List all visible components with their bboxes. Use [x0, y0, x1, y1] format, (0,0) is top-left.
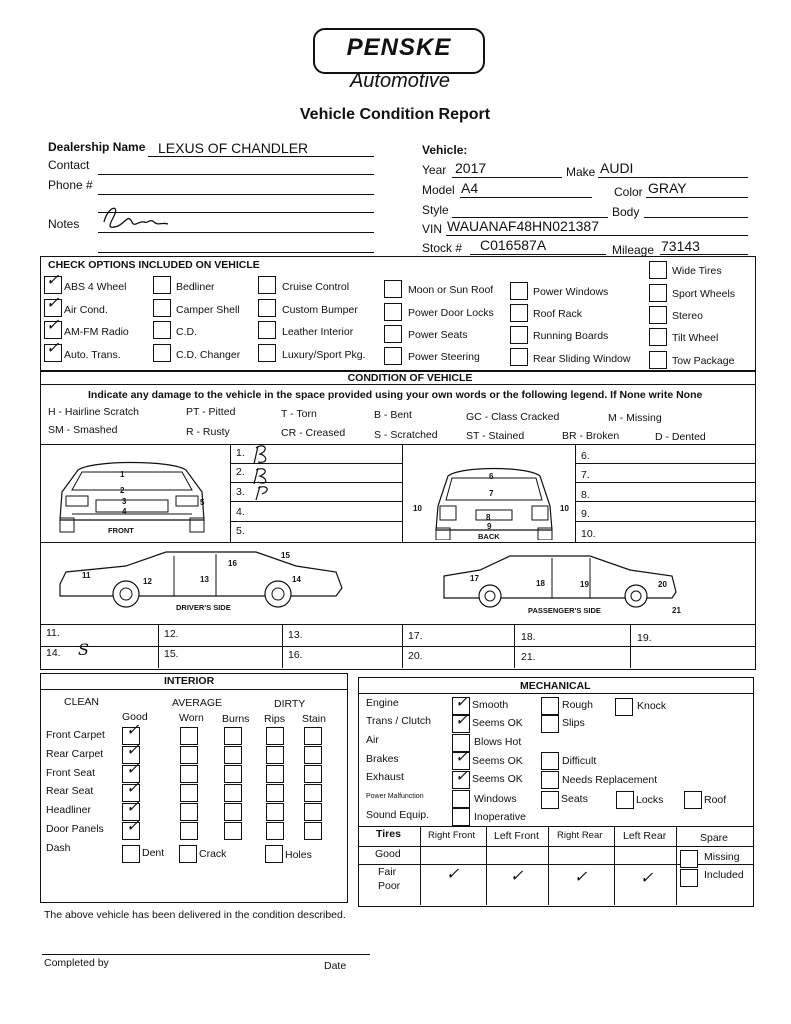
legend-item: ST - Stained: [466, 430, 525, 442]
interior-checkbox[interactable]: [180, 822, 198, 840]
year-label: Year: [422, 163, 447, 177]
option-label: Moon or Sun Roof: [408, 284, 494, 296]
divider: [158, 624, 159, 668]
mech-checkbox[interactable]: [541, 752, 559, 770]
mech-checkbox[interactable]: [541, 771, 559, 789]
mech-row-label: Brakes: [366, 753, 399, 765]
check-mark-icon: ✓: [455, 712, 469, 729]
checkbox-moonroof[interactable]: [384, 280, 402, 298]
interior-col: Good: [122, 711, 148, 723]
diagram-number: 4: [122, 507, 127, 516]
divider: [575, 501, 755, 502]
tires-head: Right Front: [428, 830, 475, 841]
mech-checkbox[interactable]: [615, 698, 633, 716]
divider: [575, 482, 755, 483]
mech-checkbox[interactable]: [541, 715, 559, 733]
interior-checkbox[interactable]: [224, 784, 242, 802]
interior-row: Door Panels: [46, 823, 104, 835]
checkbox-custom-bumper[interactable]: [258, 299, 276, 317]
mileage-line: [660, 254, 748, 255]
option-label: Tilt Wheel: [672, 332, 719, 344]
notes-line-3[interactable]: [98, 252, 374, 253]
spare-included-checkbox[interactable]: [680, 869, 698, 887]
diagram-number: 17: [470, 574, 479, 583]
damage-field-13[interactable]: 13.: [288, 629, 303, 641]
mech-checkbox[interactable]: [452, 808, 470, 826]
interior-col: Stain: [302, 713, 326, 725]
option-label: Stereo: [672, 310, 703, 322]
option-label: C.D. Changer: [176, 349, 241, 361]
mech-option: Roof: [704, 794, 727, 806]
completed-by-label: Completed by: [44, 957, 109, 969]
dealership-name-value[interactable]: LEXUS OF CHANDLER: [158, 140, 309, 156]
damage-field-6[interactable]: 6.: [581, 450, 590, 462]
check-mark-icon: ✓: [126, 761, 140, 778]
dealership-name-label: Dealership Name: [48, 140, 146, 154]
legend-item: D - Dented: [655, 431, 706, 443]
divider: [40, 444, 755, 445]
damage-field-14[interactable]: 14.: [46, 647, 61, 659]
dash-holes-checkbox[interactable]: [265, 845, 283, 863]
divider: [630, 624, 631, 668]
driver-side-label: DRIVER'S SIDE: [176, 603, 231, 612]
option-label: C.D.: [176, 326, 197, 338]
condition-instruction: Indicate any damage to the vehicle in the space provided using your own words or the following legend. If None write None: [88, 389, 703, 401]
spare-option: Missing: [704, 851, 740, 863]
checkbox-wide-tires[interactable]: [649, 261, 667, 279]
option-label: Air Cond.: [64, 304, 108, 316]
damage-field-3[interactable]: 3.: [236, 486, 245, 498]
mech-checkbox[interactable]: [541, 791, 559, 809]
diagram-number: 5: [200, 498, 205, 507]
divider: [575, 463, 755, 464]
car-back-diagram: [424, 460, 564, 540]
interior-checkbox[interactable]: [224, 727, 242, 745]
damage-field-8[interactable]: 8.: [581, 489, 590, 501]
car-front-diagram: [52, 452, 212, 534]
make-value[interactable]: AUDI: [600, 160, 634, 176]
mech-option: Inoperative: [474, 811, 526, 823]
option-label: Tow Package: [672, 355, 735, 367]
check-mark-icon: ✓: [46, 272, 60, 289]
divider: [402, 624, 403, 668]
model-label: Model: [422, 183, 455, 197]
interior-row: Rear Seat: [46, 785, 94, 797]
option-label: Roof Rack: [533, 308, 583, 320]
divider: [358, 693, 753, 694]
option-label: Wide Tires: [672, 265, 722, 277]
checkbox-sport-wheels[interactable]: [649, 284, 667, 302]
option-label: Power Steering: [408, 351, 480, 363]
checkbox-power-locks[interactable]: [384, 303, 402, 321]
delivery-statement: The above vehicle has been delivered in the condition described.: [44, 909, 346, 921]
mech-option: Needs Replacement: [562, 774, 658, 786]
divider: [402, 444, 403, 542]
damage-field-19[interactable]: 19.: [637, 632, 652, 644]
damage-field-2[interactable]: 2.: [236, 466, 245, 478]
passenger-side-label: PASSENGER'S SIDE: [528, 606, 601, 615]
model-line: [460, 197, 592, 198]
diagram-number: 3: [122, 497, 127, 506]
color-label: Color: [614, 185, 643, 199]
option-label: Auto. Trans.: [64, 349, 121, 361]
divider: [40, 624, 755, 625]
option-label: Bedliner: [176, 281, 215, 293]
check-mark-icon: ✓: [455, 768, 469, 785]
divider: [282, 624, 283, 668]
check-mark-icon: ✓: [126, 799, 140, 816]
dash-dent-checkbox[interactable]: [122, 845, 140, 863]
mech-row-label: Air: [366, 734, 379, 746]
diagram-number: 1: [120, 470, 125, 479]
diagram-number: 18: [536, 579, 545, 588]
divider: [514, 624, 515, 668]
option-label: Luxury/Sport Pkg.: [282, 349, 366, 361]
check-mark-icon: ✓: [46, 340, 60, 357]
diagram-number: 13: [200, 575, 209, 584]
interior-checkbox[interactable]: [180, 784, 198, 802]
tires-head: Left Rear: [623, 830, 667, 842]
vin-line: [446, 235, 748, 236]
option-label: Rear Sliding Window: [533, 353, 631, 365]
option-label: Sport Wheels: [672, 288, 736, 300]
legend-item: S - Scratched: [374, 429, 438, 441]
interior-checkbox[interactable]: [304, 765, 322, 783]
mechanical-title: MECHANICAL: [520, 680, 591, 692]
interior-checkbox[interactable]: [266, 746, 284, 764]
divider: [230, 444, 231, 542]
body-line[interactable]: [644, 217, 748, 218]
interior-row: Rear Carpet: [46, 748, 104, 760]
check-mark-icon: ✓: [46, 295, 60, 312]
check-mark-icon: ✓: [455, 749, 469, 766]
check-mark-icon: ✓: [574, 869, 588, 886]
damage-field-12[interactable]: 12.: [164, 628, 179, 640]
check-mark-icon: ✓: [455, 694, 469, 711]
checkbox-power-windows[interactable]: [510, 282, 528, 300]
interior-dirty: DIRTY: [274, 698, 306, 710]
checkbox-rear-sliding[interactable]: [510, 348, 528, 366]
interior-title: INTERIOR: [164, 675, 215, 687]
mech-row-label: Sound Equip.: [366, 809, 430, 821]
mech-option: Blows Hot: [474, 736, 522, 748]
body-label: Body: [612, 205, 640, 219]
divider: [614, 826, 615, 905]
check-mark-icon: ✓: [510, 868, 524, 885]
option-label: AM-FM Radio: [64, 326, 129, 338]
diagram-number: 20: [658, 580, 667, 589]
diagram-number: 2: [120, 486, 125, 495]
checkbox-cd-changer[interactable]: [153, 344, 171, 362]
option-label: Camper Shell: [176, 304, 240, 316]
interior-checkbox[interactable]: [224, 822, 242, 840]
divider: [676, 826, 677, 905]
dash-crack-checkbox[interactable]: [179, 845, 197, 863]
legend-item: BR - Broken: [562, 430, 620, 442]
page-title: Vehicle Condition Report: [299, 106, 491, 123]
interior-checkbox[interactable]: [266, 784, 284, 802]
diagram-number: 8: [486, 513, 491, 522]
contact-label: Contact: [48, 158, 90, 172]
option-label: Power Door Locks: [408, 307, 494, 319]
date-label: Date: [324, 960, 347, 972]
legend-item: GC - Class Cracked: [466, 411, 560, 423]
mech-checkbox[interactable]: [684, 791, 702, 809]
vin-label: VIN: [422, 222, 443, 236]
phone-line[interactable]: [98, 194, 374, 195]
handwritten-s: S: [78, 640, 89, 659]
stock-line: [470, 254, 606, 255]
interior-checkbox[interactable]: [304, 746, 322, 764]
interior-checkbox[interactable]: [266, 765, 284, 783]
interior-checkbox[interactable]: [180, 727, 198, 745]
mech-row-label: Power Malfunction: [366, 793, 424, 800]
damage-field-20[interactable]: 20.: [408, 650, 423, 662]
mech-option: Seems OK: [472, 755, 523, 767]
back-view-label: BACK: [478, 532, 500, 541]
mech-option: Rough: [562, 699, 593, 711]
divider: [548, 826, 549, 905]
mech-option: Knock: [637, 700, 667, 712]
checkbox-luxury[interactable]: [258, 344, 276, 362]
checkbox-camper[interactable]: [153, 299, 171, 317]
interior-row: Headliner: [46, 804, 91, 816]
color-line: [646, 197, 748, 198]
style-label: Style: [422, 203, 449, 217]
checkbox-cd[interactable]: [153, 321, 171, 339]
interior-checkbox[interactable]: [304, 822, 322, 840]
divider: [230, 521, 402, 522]
checkbox-cruise[interactable]: [258, 276, 276, 294]
make-label: Make: [566, 165, 596, 179]
checkbox-tilt-wheel[interactable]: [649, 328, 667, 346]
interior-row: Dash: [46, 842, 71, 854]
mech-option: Slips: [562, 717, 585, 729]
interior-checkbox[interactable]: [180, 803, 198, 821]
interior-row: Front Seat: [46, 767, 96, 779]
diagram-number: 12: [143, 577, 152, 586]
damage-field-10[interactable]: 10.: [581, 528, 596, 540]
notes-label: Notes: [48, 217, 80, 231]
tires-row: Fair: [378, 866, 397, 878]
diagram-number: 10: [560, 504, 569, 513]
tires-row: Good: [375, 848, 401, 860]
legend-item: M - Missing: [608, 412, 662, 424]
diagram-number: 11: [82, 571, 91, 580]
legend-item: T - Torn: [281, 408, 317, 420]
divider: [40, 689, 347, 690]
check-mark-icon: ✓: [640, 870, 654, 887]
mech-row-label: Engine: [366, 697, 399, 709]
interior-col: Worn: [179, 712, 204, 724]
mech-option: Seems OK: [472, 773, 523, 785]
legend-item: CR - Creased: [281, 427, 346, 439]
phone-label: Phone #: [48, 178, 93, 192]
legend-item: R - Rusty: [186, 426, 230, 438]
damage-field-18[interactable]: 18.: [521, 631, 536, 643]
option-label: Custom Bumper: [282, 304, 358, 316]
damage-field-17[interactable]: 17.: [408, 630, 423, 642]
damage-field-7[interactable]: 7.: [581, 469, 590, 481]
damage-field-15[interactable]: 15.: [164, 648, 179, 660]
checkbox-power-steering[interactable]: [384, 347, 402, 365]
legend-item: H - Hairline Scratch: [48, 406, 140, 418]
divider: [40, 542, 755, 543]
mech-option: Seems OK: [472, 717, 523, 729]
vehicle-heading: Vehicle:: [422, 143, 468, 157]
mech-option: Locks: [636, 794, 664, 806]
interior-clean: CLEAN: [64, 696, 100, 708]
check-mark-icon: ✓: [126, 818, 140, 835]
damage-field-9[interactable]: 9.: [581, 508, 590, 520]
interior-checkbox[interactable]: [224, 765, 242, 783]
legend-item: PT - Pitted: [186, 406, 236, 418]
damage-field-5[interactable]: 5.: [236, 525, 245, 537]
diagram-number: 21: [672, 606, 681, 615]
interior-checkbox[interactable]: [266, 803, 284, 821]
option-label: ABS 4 Wheel: [64, 281, 127, 293]
check-mark-icon: ✓: [126, 742, 140, 759]
interior-col: Burns: [222, 713, 250, 725]
divider: [575, 521, 755, 522]
mech-option: Smooth: [472, 699, 509, 711]
mech-checkbox[interactable]: [616, 791, 634, 809]
check-mark-icon: ✓: [126, 780, 140, 797]
check-mark-icon: ✓: [446, 866, 460, 883]
year-value[interactable]: 2017: [455, 160, 487, 176]
option-label: Leather Interior: [282, 326, 354, 338]
diagram-number: 7: [489, 489, 494, 498]
checkbox-tow-package[interactable]: [649, 351, 667, 369]
interior-checkbox[interactable]: [224, 746, 242, 764]
damage-field-4[interactable]: 4.: [236, 506, 245, 518]
option-label: Running Boards: [533, 330, 609, 342]
checkbox-running-boards[interactable]: [510, 326, 528, 344]
mech-row-label: Trans / Clutch: [366, 715, 431, 727]
divider: [358, 826, 753, 827]
make-line: [598, 177, 748, 178]
dash-option: Crack: [199, 848, 227, 860]
mech-checkbox[interactable]: [541, 697, 559, 715]
dealership-name-line: [148, 156, 374, 157]
checkbox-roof-rack[interactable]: [510, 304, 528, 322]
legend-item: SM - Smashed: [48, 424, 118, 436]
interior-checkbox[interactable]: [180, 746, 198, 764]
divider: [358, 846, 753, 847]
dash-option: Dent: [142, 847, 165, 859]
mech-checkbox[interactable]: [452, 790, 470, 808]
stock-value[interactable]: C016587A: [480, 237, 547, 253]
interior-checkbox[interactable]: [266, 822, 284, 840]
completed-by-line[interactable]: [42, 954, 370, 955]
brand-logo: PENSKE: [346, 34, 452, 61]
option-label: Cruise Control: [282, 281, 350, 293]
damage-scribble: [250, 440, 290, 502]
interior-checkbox[interactable]: [304, 784, 322, 802]
mech-option: Windows: [474, 793, 517, 805]
damage-field-11[interactable]: 11.: [46, 627, 60, 639]
check-mark-icon: ✓: [46, 317, 60, 334]
tires-head: Left Front: [494, 830, 539, 842]
diagram-number: 14: [292, 575, 301, 584]
tires-head: Tires: [376, 828, 401, 840]
year-line: [452, 177, 562, 178]
interior-checkbox[interactable]: [224, 803, 242, 821]
diagram-number: 6: [489, 472, 494, 481]
front-view-label: FRONT: [108, 526, 134, 535]
checkbox-power-seats[interactable]: [384, 325, 402, 343]
mileage-label: Mileage: [612, 243, 655, 257]
model-value[interactable]: A4: [461, 180, 479, 196]
damage-field-1[interactable]: 1.: [236, 447, 245, 459]
checkbox-stereo[interactable]: [649, 306, 667, 324]
option-label: Power Seats: [408, 329, 468, 341]
stock-label: Stock #: [422, 241, 463, 255]
interior-row: Front Carpet: [46, 729, 105, 741]
tires-row: Poor: [378, 880, 401, 892]
options-title: CHECK OPTIONS INCLUDED ON VEHICLE: [48, 259, 260, 271]
diagram-number: 16: [228, 559, 237, 568]
vin-value[interactable]: WAUANAF48HN021387: [447, 218, 599, 234]
interior-col: Rips: [264, 713, 286, 725]
interior-checkbox[interactable]: [180, 765, 198, 783]
checkbox-bedliner[interactable]: [153, 276, 171, 294]
diagram-number: 9: [487, 522, 492, 531]
damage-field-16[interactable]: 16.: [288, 649, 303, 661]
brand-sub: Automotive: [349, 70, 451, 92]
divider: [40, 384, 755, 385]
checkbox-leather[interactable]: [258, 321, 276, 339]
damage-field-21[interactable]: 21.: [521, 651, 536, 663]
mech-row-label: Exhaust: [366, 771, 404, 783]
diagram-number: 10: [413, 504, 422, 513]
diagram-number: 15: [281, 551, 290, 560]
spare-option: Included: [704, 869, 744, 881]
interior-checkbox[interactable]: [304, 803, 322, 821]
mech-option: Seats: [561, 793, 588, 805]
divider: [40, 646, 755, 647]
divider: [486, 826, 487, 905]
notes-signature-scribble: [98, 200, 178, 236]
mileage-value[interactable]: 73143: [661, 238, 700, 254]
diagram-number: 19: [580, 580, 589, 589]
tires-head: Right Rear: [557, 830, 603, 841]
color-value[interactable]: GRAY: [648, 180, 687, 196]
dash-option: Holes: [285, 849, 312, 861]
interior-checkbox[interactable]: [266, 727, 284, 745]
check-mark-icon: ✓: [126, 722, 140, 739]
contact-line[interactable]: [98, 174, 374, 175]
spare-missing-checkbox[interactable]: [680, 850, 698, 868]
option-label: Power Windows: [533, 286, 609, 298]
legend-item: B - Bent: [374, 409, 412, 421]
interior-average: AVERAGE: [172, 697, 222, 709]
divider: [575, 444, 576, 542]
divider: [420, 826, 421, 905]
interior-checkbox[interactable]: [304, 727, 322, 745]
tires-head: Spare: [700, 832, 729, 844]
mech-option: Difficult: [562, 755, 597, 767]
condition-title: CONDITION OF VEHICLE: [347, 372, 473, 384]
